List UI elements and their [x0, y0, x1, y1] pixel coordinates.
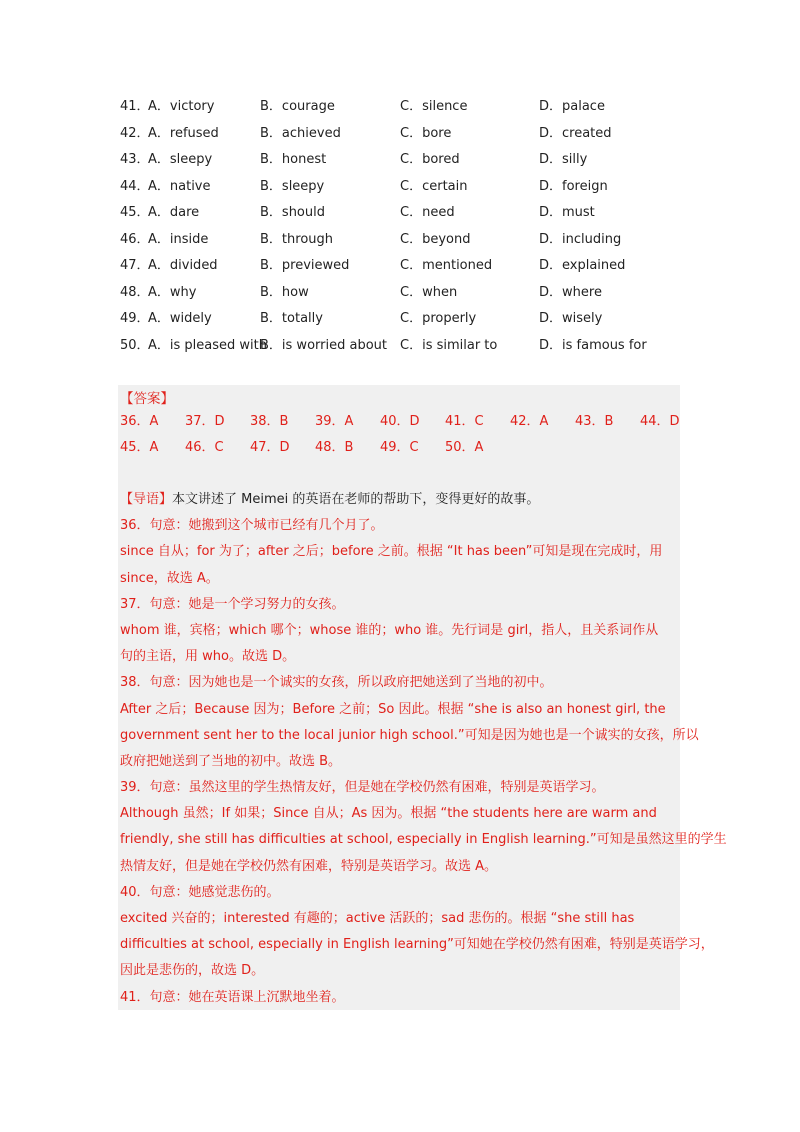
- option-a: A．widely: [148, 311, 212, 326]
- option-a: A．native: [148, 178, 211, 194]
- option-a: A．why: [148, 284, 197, 300]
- option-b: B．previewed: [260, 258, 350, 273]
- q38-analysis-cont: government sent her to the local junior high school.”可知是因为她也是一个诚实的女孩，所以: [120, 727, 699, 743]
- question-number: 47．: [120, 258, 150, 273]
- q36-analysis: since 自从；for 为了；after 之后；before 之前。根据 “It has been”可知是现在完成时，用: [120, 544, 663, 560]
- q37-meaning: 37．句意：她是一个学习努力的女孩。: [120, 596, 345, 612]
- option-b: B．sleepy: [260, 178, 325, 194]
- intro-text: 本文讲述了 Meimei 的英语在老师的帮助下，变得更好的故事。: [172, 492, 540, 507]
- option-a: A．divided: [148, 258, 218, 273]
- option-b: B．achieved: [260, 125, 341, 141]
- question-number: 43．: [120, 152, 150, 167]
- option-d: D．created: [539, 125, 612, 141]
- option-d: D．including: [539, 231, 622, 247]
- answer-item: 47．D: [250, 440, 290, 455]
- option-d: D．palace: [539, 99, 605, 114]
- option-c: C．mentioned: [400, 258, 493, 273]
- q39-analysis-cont: 热情友好，但是她在学校仍然有困难，特别是英语学习。故选 A。: [120, 858, 498, 874]
- question-number: 46．: [120, 231, 150, 247]
- option-d: D．wisely: [539, 311, 603, 326]
- intro-line: [120, 487, 680, 513]
- q39-analysis-cont: friendly, she still has difficulties at school, especially in English learning.”可知是虽然这里的学生: [120, 832, 727, 848]
- option-d: D．explained: [539, 258, 626, 273]
- option-row: [120, 200, 680, 227]
- options-list: [120, 94, 680, 359]
- answer-item: 45．A: [120, 440, 159, 455]
- q40-analysis: excited 兴奋的；interested 有趣的；active 活跃的；sad 悲伤的。根据 “she still has: [120, 911, 635, 926]
- option-row: [120, 280, 680, 307]
- option-row: [120, 333, 680, 360]
- answer-item: 50．A: [445, 440, 484, 455]
- option-a: A．victory: [148, 99, 215, 114]
- option-b: B．is worried about: [260, 337, 387, 353]
- option-d: D．must: [539, 205, 595, 220]
- q37-analysis: whom 谁，宾格；which 哪个；whose 谁的；who 谁。先行词是 girl，指人，且关系词作从: [120, 622, 659, 638]
- option-c: C．bored: [400, 152, 460, 167]
- q39-analysis: Although 虽然；If 如果；Since 自从；As 因为。根据 “the students here are warm and: [120, 806, 657, 822]
- option-b: B．courage: [260, 99, 335, 114]
- option-b: B．totally: [260, 311, 323, 326]
- option-a: A．refused: [148, 125, 219, 141]
- answer-row-1: [120, 409, 680, 435]
- answer-item: 48．B: [315, 440, 354, 455]
- option-c: C．need: [400, 205, 455, 220]
- option-row: [120, 253, 680, 280]
- explanation: [120, 487, 727, 1011]
- answer-item: 41．C: [445, 414, 484, 429]
- option-b: B．through: [260, 231, 333, 247]
- q38-analysis: After 之后；Because 因为；Before 之前；So 因此。根据 “she is also an honest girl, the: [120, 701, 666, 717]
- intro-label: 【导语】: [120, 492, 173, 507]
- option-c: C．is similar to: [400, 337, 498, 353]
- option-d: D．is famous for: [539, 337, 647, 353]
- option-a: A．inside: [148, 231, 209, 247]
- question-number: 50．: [120, 337, 150, 353]
- answer-item: 46．C: [185, 440, 224, 455]
- q40-analysis-cont: 因此是悲伤的，故选 D。: [120, 963, 265, 979]
- q40-meaning: 40．句意：她感觉悲伤的。: [120, 884, 280, 900]
- answer-item: 36．A: [120, 414, 159, 429]
- option-row: [120, 94, 680, 121]
- q38-analysis-cont: 政府把她送到了当地的初中。故选 B。: [120, 753, 342, 769]
- answer-item: 42．A: [510, 414, 549, 429]
- q36-meaning: 36．句意：她搬到这个城市已经有几个月了。: [120, 518, 384, 534]
- q37-analysis-cont: 句的主语，用 who。故选 D。: [120, 649, 296, 665]
- option-b: B．how: [260, 284, 309, 300]
- option-b: B．honest: [260, 152, 327, 167]
- answer-row-2: [120, 435, 680, 461]
- option-row: [120, 227, 680, 254]
- option-a: A．sleepy: [148, 152, 213, 167]
- option-c: C．properly: [400, 311, 477, 326]
- option-d: D．where: [539, 284, 602, 300]
- question-number: 42．: [120, 125, 150, 141]
- answer-item: 40．D: [380, 414, 420, 429]
- option-row: [120, 306, 680, 333]
- q38-meaning: 38．句意：因为她也是一个诚实的女孩，所以政府把她送到了当地的初中。: [120, 675, 553, 691]
- answer-title: 【答案】: [120, 391, 174, 407]
- answer-item: 43．B: [575, 414, 614, 429]
- q41-meaning: 41．句意：她在英语课上沉默地坐着。: [120, 989, 345, 1005]
- answer-section: [118, 385, 727, 1010]
- option-c: C．bore: [400, 125, 452, 141]
- question-number: 49．: [120, 311, 150, 326]
- q40-analysis-cont: difficulties at school, especially in English learning”可知她在学校仍然有困难，特别是英语学习，: [120, 937, 714, 953]
- question-number: 41．: [120, 99, 150, 114]
- option-d: D．silly: [539, 152, 588, 167]
- answer-item: 38．B: [250, 414, 289, 429]
- option-c: C．certain: [400, 178, 468, 194]
- option-c: C．when: [400, 284, 458, 300]
- q39-meaning: 39．句意：虽然这里的学生热情友好，但是她在学校仍然有困难，特别是英语学习。: [120, 780, 605, 796]
- answer-item: 39．A: [315, 414, 354, 429]
- answer-item: 49．C: [380, 440, 419, 455]
- option-d: D．foreign: [539, 178, 608, 194]
- option-b: B．should: [260, 205, 325, 220]
- option-c: C．silence: [400, 99, 468, 114]
- question-number: 44．: [120, 178, 150, 194]
- answer-item: 37．D: [185, 414, 225, 429]
- question-number: 45．: [120, 205, 150, 220]
- question-number: 48．: [120, 284, 150, 300]
- option-a: A．is pleased with: [148, 337, 267, 353]
- option-a: A．dare: [148, 205, 200, 220]
- option-c: C．beyond: [400, 231, 471, 247]
- q36-analysis-cont: since，故选 A。: [120, 570, 219, 586]
- answer-item: 44．D: [640, 414, 680, 429]
- option-row: [120, 121, 680, 148]
- option-row: [120, 147, 680, 174]
- option-row: [120, 174, 680, 201]
